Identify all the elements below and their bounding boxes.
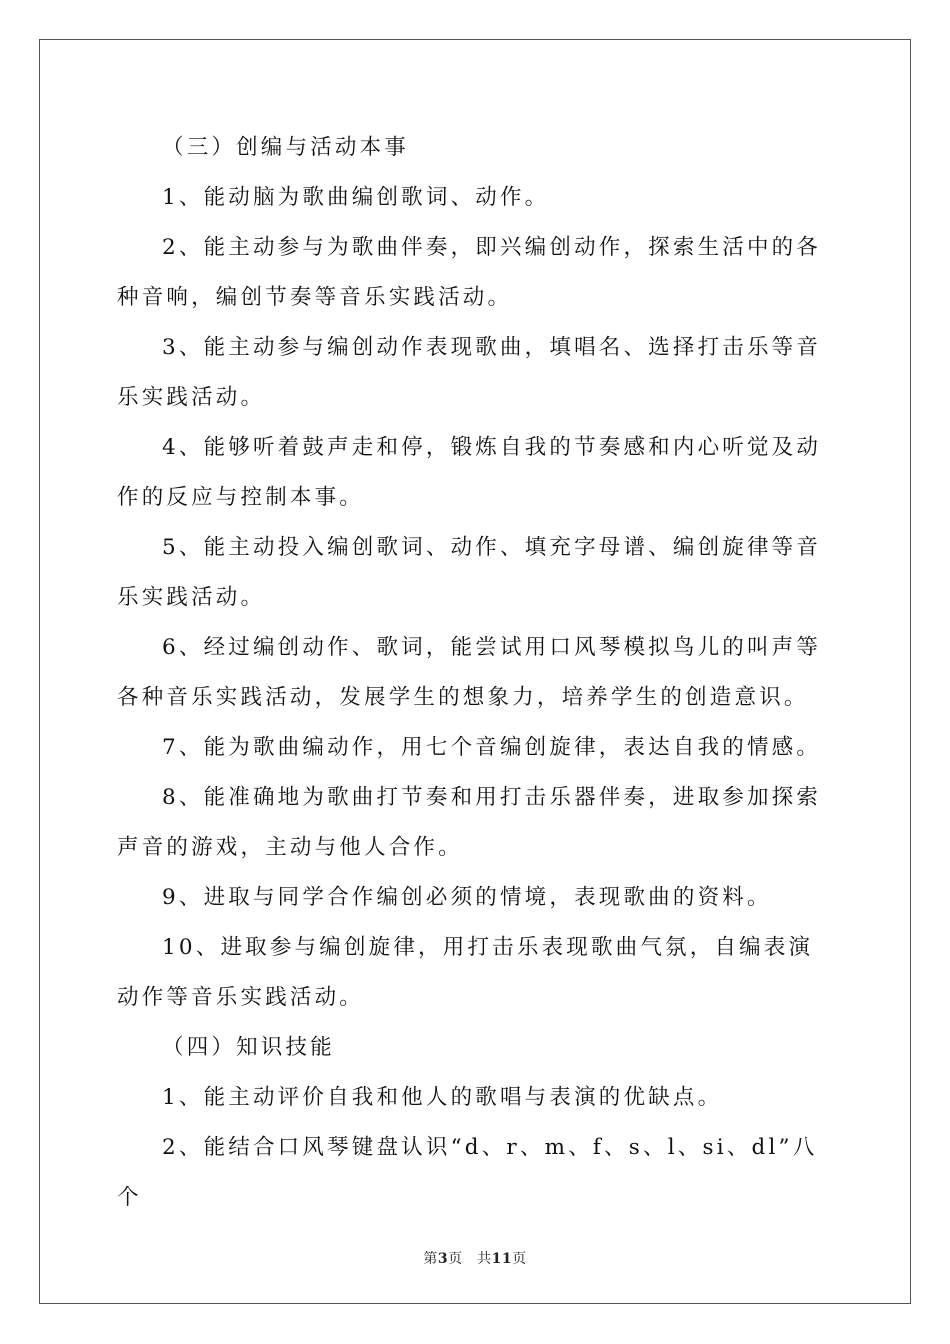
list-item: 9、进取与同学合作编创必须的情境，表现歌曲的资料。 [162,885,772,910]
document-body [117,123,835,1223]
list-item: 10、进取参与编创旋律，用打击乐表现歌曲气氛，自编表演动作等音乐实践活动。 [117,935,814,1010]
list-item: 6、经过编创动作、歌词，能尝试用口风琴模拟鸟儿的叫声等各种音乐实践活动，发展学生的想象力，培养学生的创造意识。 [117,635,822,710]
list-item: 7、能为歌曲编动作，用七个音编创旋律，表达自我的情感。 [162,735,822,760]
list-item: 1、能动脑为歌曲编创歌词、动作。 [162,185,550,210]
page-footer [0,1248,950,1268]
footer-suffix: 页 [512,1251,527,1267]
total-page-number: 11 [491,1251,513,1267]
footer-mid: 页 共 [448,1251,492,1267]
current-page-number: 3 [437,1251,449,1267]
list-item: 1、能主动评价自我和他人的歌唱与表演的优缺点。 [162,1085,723,1110]
list-item: 4、能够听着鼓声走和停，锻炼自我的节奏感和内心听觉及动作的反应与控制本事。 [117,435,822,510]
list-item: 3、能主动参与编创动作表现歌曲，填唱名、选择打击乐等音乐实践活动。 [117,335,822,410]
list-item: 5、能主动投入编创歌词、动作、填充字母谱、编创旋律等音乐实践活动。 [117,535,822,610]
footer-prefix: 第 [423,1251,438,1267]
section-heading-knowledge: （四）知识技能 [162,1035,335,1060]
section-heading-creation: （三）创编与活动本事 [162,135,410,160]
list-item: 2、能结合口风琴键盘认识“d、r、m、f、s、l、si、dl”八个 [117,1135,818,1210]
list-item: 8、能准确地为歌曲打节奏和用打击乐器伴奏，进取参加探索声音的游戏，主动与他人合作。 [117,785,822,860]
list-item: 2、能主动参与为歌曲伴奏，即兴编创动作，探索生活中的各种音响，编创节奏等音乐实践活动。 [117,235,822,310]
